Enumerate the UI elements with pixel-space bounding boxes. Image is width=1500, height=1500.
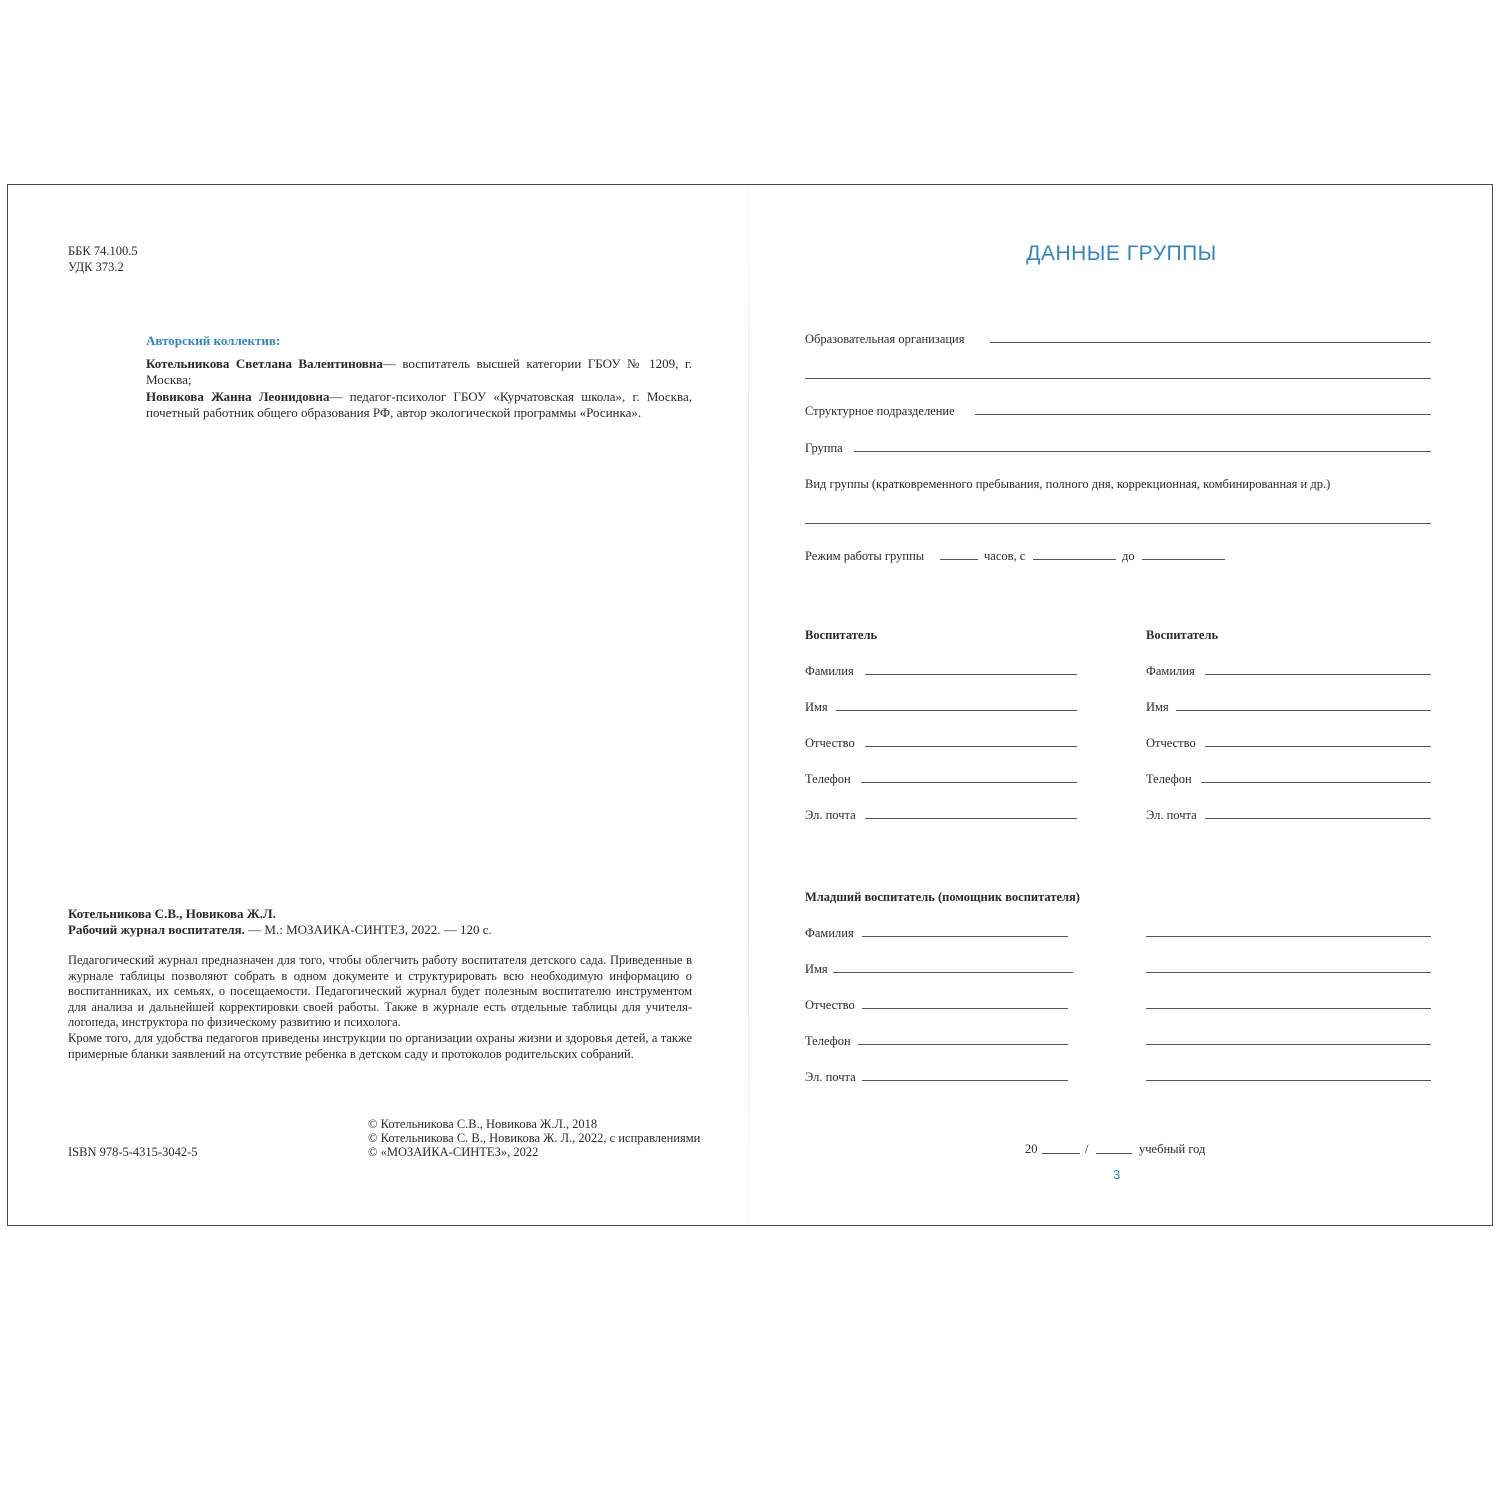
biblio-title: Рабочий журнал воспитателя.	[68, 922, 245, 937]
assistant-email-field-2[interactable]	[1146, 1080, 1431, 1081]
page-fold	[748, 185, 749, 1225]
assistant-email-field[interactable]	[862, 1080, 1068, 1081]
isbn: ISBN 978-5-4315-3042-5	[68, 1145, 198, 1159]
teacher-1-heading: Воспитатель	[805, 628, 878, 642]
mode-label: Режим работы группы	[805, 549, 925, 563]
assistant-surname-field[interactable]	[862, 936, 1068, 937]
year-prefix: 20	[1025, 1142, 1038, 1156]
teacher-2-surname-field[interactable]	[1205, 674, 1431, 675]
group-type-label: Вид группы (кратковременного пребывания, полного дня, коррекционная, комбинированная и др.)	[805, 477, 1331, 491]
org-label: Образовательная организация	[805, 332, 965, 346]
group-label: Группа	[805, 441, 843, 455]
assistant-phone-field-2[interactable]	[1146, 1044, 1431, 1045]
org-field-line-2[interactable]	[805, 378, 1431, 379]
page-title: ДАННЫЕ ГРУППЫ	[1026, 242, 1217, 265]
teacher-2-email-field[interactable]	[1205, 818, 1431, 819]
teacher-1-patronymic-field[interactable]	[865, 746, 1077, 747]
mode-to-field[interactable]	[1142, 559, 1225, 560]
teacher-1-surname-field[interactable]	[865, 674, 1077, 675]
group-type-field-line[interactable]	[805, 523, 1431, 524]
book-spread	[7, 184, 1493, 1226]
teacher-2-surname-label: Фамилия	[1146, 664, 1195, 678]
assistant-patronymic-field[interactable]	[862, 1008, 1068, 1009]
teacher-2-heading: Воспитатель	[1146, 628, 1219, 642]
teacher-2-patronymic-field[interactable]	[1205, 746, 1431, 747]
assistant-surname-label: Фамилия	[805, 926, 854, 940]
teacher-1-surname-label: Фамилия	[805, 664, 854, 678]
page-number: 3	[1113, 1167, 1121, 1182]
teacher-1-email-field[interactable]	[865, 818, 1077, 819]
udk-code: УДК 373.2	[68, 260, 124, 274]
mode-hours-label: часов, с	[984, 549, 1026, 563]
mode-from-field[interactable]	[1033, 559, 1116, 560]
author-1	[146, 356, 692, 388]
org-field-line-1[interactable]	[990, 342, 1431, 343]
year-start-field[interactable]	[1042, 1153, 1080, 1154]
bbk-code: ББК 74.100.5	[68, 244, 138, 258]
assistant-name-field-2[interactable]	[1146, 972, 1431, 973]
copyright-line-1: © Котельникова С.В., Новикова Ж.Л., 2018	[368, 1117, 598, 1131]
assistant-phone-label: Телефон	[805, 1034, 851, 1048]
assistant-heading: Младший воспитатель (помощник воспитателя)	[805, 890, 1080, 904]
year-end-field[interactable]	[1096, 1153, 1132, 1154]
annotation-paragraph-1: Педагогический журнал предназначен для того, чтобы облегчить работу воспитателя детского сада. Приведенные в журнале таблицы позволяют собрать в одном документе и структурировать всю необходимую информацию о воспитанниках, их семьях, о посещаемости. Педагогический журнал будет полезным воспитателю инструментом для анализа и дальнейшей корректировки своей работы. Также в журнале есть отдельные таблицы для учителя-логопеда, инструктора по физическому развитию и психолога.	[68, 953, 692, 1029]
assistant-patronymic-field-2[interactable]	[1146, 1008, 1431, 1009]
teacher-2-name-field[interactable]	[1176, 710, 1431, 711]
teacher-2-phone-label: Телефон	[1146, 772, 1192, 786]
biblio-record	[68, 922, 492, 938]
mode-to-label: до	[1122, 549, 1135, 563]
author-2-desc: — педагог-психолог ГБОУ «Курчатовская школа», г. Москва, почетный работник общего образования РФ, автор экологической программы «Росинка».	[146, 389, 692, 420]
assistant-name-label: Имя	[805, 962, 828, 976]
annotation-paragraph-2: Кроме того, для удобства педагогов приведены инструкции по организации охраны жизни и здоровья детей, а также примерные бланки заявлений на отсутствие ребенка в детском саду и протоколов родительских собраний.	[68, 1031, 692, 1061]
assistant-name-field[interactable]	[833, 972, 1073, 973]
teacher-1-email-label: Эл. почта	[805, 808, 856, 822]
teacher-2-patronymic-label: Отчество	[1146, 736, 1196, 750]
teacher-1-phone-field[interactable]	[861, 782, 1077, 783]
year-slash: /	[1085, 1142, 1089, 1156]
copyright-line-2: © Котельникова С. В., Новикова Ж. Л., 2022, с исправлениями	[368, 1131, 701, 1145]
author-2-name: Новикова Жанна Леонидовна	[146, 389, 330, 404]
assistant-patronymic-label: Отчество	[805, 998, 855, 1012]
biblio-authors: Котельникова С.В., Новикова Ж.Л.	[68, 906, 276, 921]
mode-hours-field[interactable]	[940, 559, 978, 560]
biblio-rest: — М.: МОЗАИКА-СИНТЕЗ, 2022. — 120 с.	[244, 922, 492, 937]
authors-heading: Авторский коллектив:	[146, 333, 281, 348]
copyright-line-3: © «МОЗАИКА-СИНТЕЗ», 2022	[368, 1145, 539, 1159]
teacher-1-patronymic-label: Отчество	[805, 736, 855, 750]
assistant-surname-field-2[interactable]	[1146, 936, 1431, 937]
struct-label: Структурное подразделение	[805, 404, 955, 418]
teacher-1-name-label: Имя	[805, 700, 828, 714]
author-1-name: Котельникова Светлана Валентиновна	[146, 356, 383, 371]
teacher-1-phone-label: Телефон	[805, 772, 851, 786]
author-2	[146, 389, 692, 421]
teacher-2-phone-field[interactable]	[1201, 782, 1431, 783]
assistant-email-label: Эл. почта	[805, 1070, 856, 1084]
year-suffix: учебный год	[1139, 1142, 1206, 1156]
teacher-2-email-label: Эл. почта	[1146, 808, 1197, 822]
teacher-1-name-field[interactable]	[836, 710, 1077, 711]
teacher-2-name-label: Имя	[1146, 700, 1169, 714]
author-1-desc: — воспитатель высшей категории ГБОУ № 1209, г. Москва;	[146, 356, 693, 387]
group-field-line[interactable]	[854, 451, 1431, 452]
struct-field-line[interactable]	[975, 414, 1431, 415]
assistant-phone-field[interactable]	[858, 1044, 1068, 1045]
